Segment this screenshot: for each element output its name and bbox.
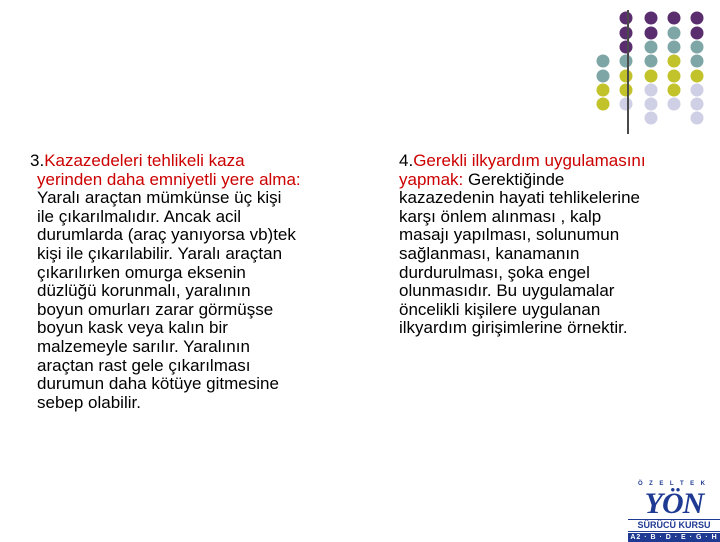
right-body-line: durdurulması, şoka engel xyxy=(399,262,590,282)
right-body-line-1: Gerektiğinde xyxy=(463,169,565,189)
logo-top-letter: L xyxy=(669,481,675,487)
decorative-dot xyxy=(597,70,610,83)
decorative-dot xyxy=(645,12,658,25)
right-body-line: kazazedenin hayati tehlikelerine xyxy=(399,188,640,208)
logo-subtitle: SÜRÜCÜ KURSU xyxy=(628,519,720,532)
decorative-dot xyxy=(691,55,704,68)
decorative-dot xyxy=(597,84,610,97)
decorative-dot xyxy=(645,84,658,97)
left-body-line: boyun kask veya kalın bir xyxy=(37,318,228,338)
decorative-dot xyxy=(620,84,633,97)
left-body-line: düzlüğü korunmalı, yaralının xyxy=(37,281,251,301)
decorative-dot xyxy=(620,70,633,83)
decorative-dot xyxy=(691,84,704,97)
left-body-line: sebep olabilir. xyxy=(37,392,141,412)
decorative-dot xyxy=(691,98,704,111)
left-body-line: ile çıkarılmalıdır. Ancak acil xyxy=(37,206,242,226)
decorative-dot xyxy=(668,12,681,25)
decorative-dot xyxy=(691,112,704,125)
left-body-line: kişi ile çıkarılabilir. Yaralı araçtan xyxy=(37,243,283,263)
decorative-dot xyxy=(691,41,704,54)
decorative-dot xyxy=(597,55,610,68)
logo-top-letter: E xyxy=(659,481,665,487)
decorative-dot xyxy=(668,41,681,54)
decorative-dot xyxy=(668,84,681,97)
decorative-dot xyxy=(668,27,681,40)
vertical-divider-line xyxy=(627,10,629,134)
left-heading-line-2: yerinden daha emniyetli yere alma: xyxy=(37,169,301,189)
decorative-dot xyxy=(645,112,658,125)
right-number: 4. xyxy=(399,151,414,170)
decorative-dot xyxy=(668,70,681,83)
logo-top-letter: T xyxy=(679,481,685,487)
right-heading-line-1: 4.Gerekli ilkyardım uygulamasını xyxy=(399,151,646,170)
logo-top-letter: K xyxy=(700,481,706,487)
decorative-dot xyxy=(620,41,633,54)
right-body xyxy=(399,189,719,338)
right-body-line: masajı yapılması, solunumun xyxy=(399,225,620,245)
left-body-line: boyun omurları zarar görmüşse xyxy=(37,299,274,319)
decorative-dot xyxy=(620,12,633,25)
left-body xyxy=(30,189,370,412)
decorative-dot xyxy=(691,70,704,83)
right-body-line: sağlanması, kanamanın xyxy=(399,243,580,263)
left-body-line: araçtan rast gele çıkarılması xyxy=(37,355,251,375)
decorative-dot xyxy=(645,55,658,68)
right-heading-line-2 xyxy=(399,171,719,190)
decorative-dot xyxy=(668,55,681,68)
decorative-dot xyxy=(620,98,633,111)
left-heading-line-1: 3.Kazazedeleri tehlikeli kaza xyxy=(30,151,245,170)
logo-top-letter: E xyxy=(690,481,696,487)
right-body-line: öncelikli kişilere uygulanan xyxy=(399,299,601,319)
right-heading-line-2-red: yapmak: xyxy=(399,169,464,189)
decorative-dot xyxy=(645,70,658,83)
decorative-dot xyxy=(597,98,610,111)
left-body-line: Yaralı araçtan mümkünse üç kişi xyxy=(37,188,282,208)
right-body-line: ilkyardım girişimlerine örnektir. xyxy=(399,318,628,338)
logo-main-text: YÖN xyxy=(644,487,704,520)
left-body-line: durumlarda (araç yanıyorsa vb)tek xyxy=(37,225,296,245)
left-body-line: durumun daha kötüye gitmesine xyxy=(37,374,279,394)
decorative-dot xyxy=(645,98,658,111)
decorative-dot xyxy=(620,27,633,40)
left-column xyxy=(30,152,370,412)
left-body-line: malzemeyle sarılır. Yaralının xyxy=(37,336,250,356)
decorative-dot-grid xyxy=(0,0,720,140)
left-number: 3. xyxy=(30,151,45,170)
decorative-dot xyxy=(645,41,658,54)
decorative-dot xyxy=(691,12,704,25)
right-column xyxy=(399,152,719,338)
decorative-dot xyxy=(668,98,681,111)
decorative-dot xyxy=(645,27,658,40)
driving-school-logo xyxy=(628,481,720,540)
decorative-dot xyxy=(620,55,633,68)
logo-top-letter: Z xyxy=(649,481,654,487)
logo-license-classes: A2 · B · D · E · G · H xyxy=(628,533,720,542)
right-body-line: karşı önlem alınması , kalp xyxy=(399,206,602,226)
decorative-dot xyxy=(691,27,704,40)
left-body-line: çıkarılırken omurga eksenin xyxy=(37,262,246,282)
right-body-line: olunmasıdır. Bu uygulamalar xyxy=(399,281,615,301)
logo-top-letter: Ö xyxy=(638,481,644,487)
